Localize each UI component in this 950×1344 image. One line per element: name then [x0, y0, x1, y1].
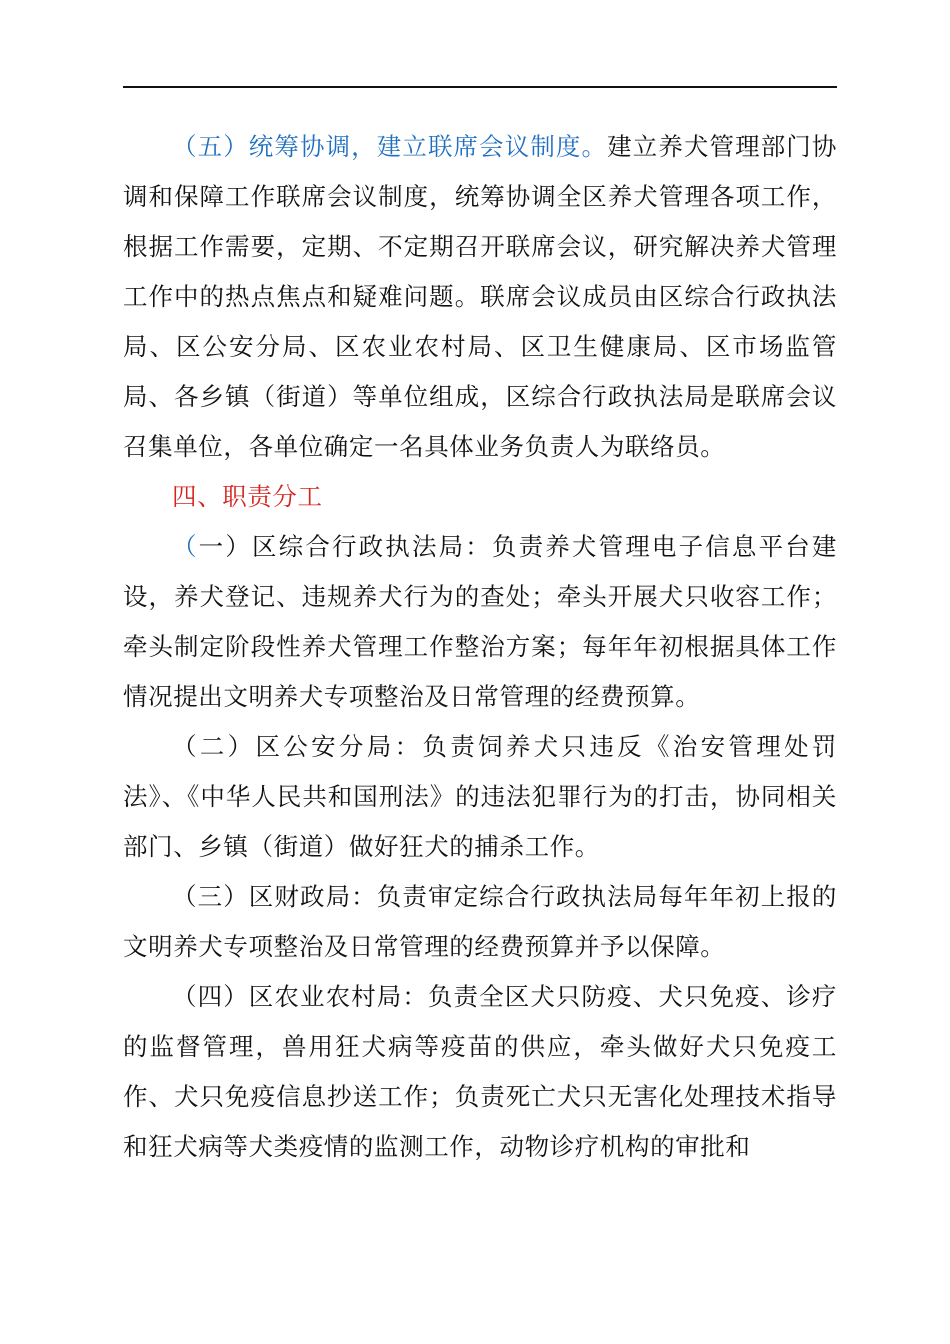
- document-body: [123, 122, 837, 1172]
- header-rule: [123, 86, 837, 88]
- paragraph-coordination: [123, 122, 837, 472]
- paragraph-finance-bureau: （三）区财政局：负责审定综合行政执法局每年年初上报的文明养犬专项整治及日常管理的经费预算并予以保障。: [123, 882, 837, 961]
- paragraph-coordination-text: 建立养犬管理部门协调和保障工作联席会议制度，统筹协调全区养犬管理各项工作，根据工作需要，定期、不定期召开联席会议，研究解决养犬管理工作中的热点焦点和疑难问题。联席会议成员由区综合行政执法局、区公安分局、区农业农村局、区卫生健康局、区市场监管局、各乡镇（街道）等单位组成，区综合行政执法局是联席会议召集单位，各单位确定一名具体业务负责人为联络员。: [123, 132, 837, 461]
- section-heading-duties: 四、职责分工: [172, 482, 323, 511]
- paragraph-agriculture-bureau: （四）区农业农村局：负责全区犬只防疫、犬只免疫、诊疗的监督管理，兽用狂犬病等疫苗的供应，牵头做好犬只免疫工作、犬只免疫信息抄送工作；负责死亡犬只无害化处理技术指导和狂犬病等犬类疫情的监测工作，动物诊疗机构的审批和: [123, 982, 837, 1161]
- paragraph-enforcement-bureau: [123, 522, 837, 722]
- paragraph-public-security: （二）区公安分局：负责饲养犬只违反《治安管理处罚法》、《中华人民共和国刑法》的违法犯罪行为的打击，协同相关部门、乡镇（街道）做好狂犬的捕杀工作。: [123, 732, 837, 861]
- paragraph-enforcement-bureau-text: 一）区综合行政执法局：负责养犬管理电子信息平台建设，养犬登记、违规养犬行为的查处；牵头开展犬只收容工作；牵头制定阶段性养犬管理工作整治方案；每年年初根据具体工作情况提出文明养犬专项整治及日常管理的经费预算。: [123, 532, 837, 711]
- subheading-coordination: （五）统筹协调，建立联席会议制度。: [172, 132, 608, 161]
- paragraph-enforcement-open-paren: （: [172, 532, 199, 561]
